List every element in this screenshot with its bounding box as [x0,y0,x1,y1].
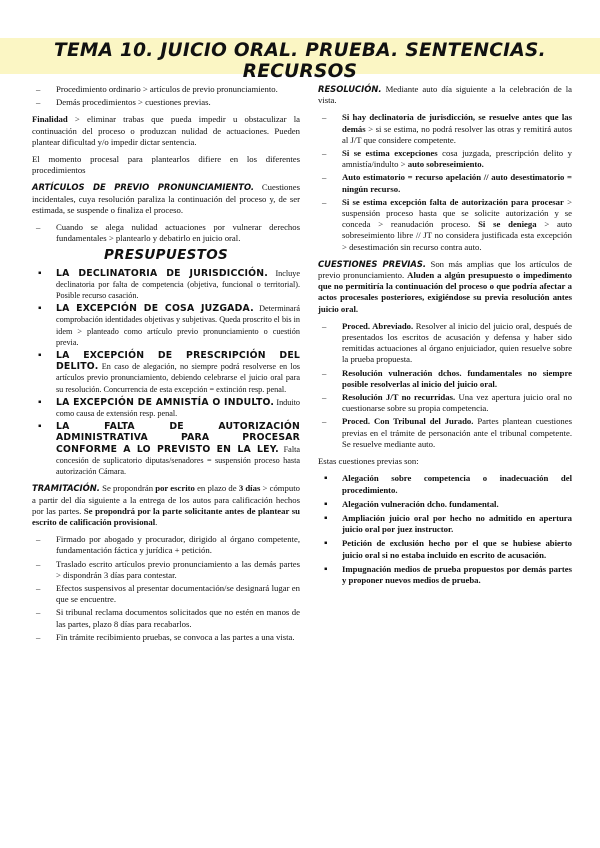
bold-span: Resolución J/T no recurridas. [342,392,456,403]
list-item [318,538,572,560]
bold-span: Se propondrá por la parte solicitante antes de plantear su escrito de calificación provisional [32,505,300,527]
bold-span: 3 días [238,483,261,494]
presupuesto-text: Induito como causa de extensión resp. penal. [56,397,300,419]
text-span: Partes plantean cuestiones previas en el trámite de personación ante el tribunal competente. Se resuelve mediante auto. [342,416,572,449]
articulos-list [32,222,300,244]
text-span: Una vez apertura juicio oral no cuestionarse sobre su propia competencia. [342,392,572,414]
intro-list [32,84,300,108]
list-item [318,112,572,146]
bold-span: Si hay declinatoria de jurisdicción, se resuelve antes que las demás [342,112,572,134]
list-item [318,321,572,366]
articulos-heading: ARTÍCULOS DE PREVIO PRONUNCIAMIENTO. [32,182,255,193]
list-item [318,473,572,495]
list-item [318,564,572,586]
bold-span: Alegación sobre competencia o inadecuación del procedimiento. [342,473,572,495]
resolucion-heading: RESOLUCIÓN. [318,84,382,94]
text-span: Son más amplias que los artículos de previo pronunciamiento. [318,258,572,281]
presupuesto-item [32,350,300,395]
list-item [318,148,572,170]
text-span: > cómputo a partir del día siguiente a la entrega de los autos para calificación hechos por las partes. [32,483,300,516]
articulos-paragraph [32,182,300,216]
list-item: – Cuando se alega nulidad actuaciones por vulnerar derechos fundamentales > plantearlo y debatirlo en juicio oral. [32,222,300,244]
presupuesto-item [32,421,300,477]
page-title: TEMA 10. JUICIO ORAL. PRUEBA. SENTENCIAS. RECURSOS [54,40,546,82]
cuestiones-list [318,321,572,450]
bold-span: Si se estima excepciones [342,148,438,159]
list-item [318,197,572,253]
bold-span: auto sobreseimiento. [407,159,484,170]
text-span: Se propondrán [99,483,156,494]
list-item: – Firmado por abogado y procurador, dirigido al órgano competente, fundamentación fáctica y jurídica + petición. [32,534,300,556]
presupuesto-title: LA EXCEPCIÓN DE COSA JUZGADA. [56,303,254,315]
bold-span: Proced. Abreviado. [342,320,414,331]
presupuesto-title: LA EXCEPCIÓN DE PRESCRIPCIÓN DEL DELITO. [56,350,300,373]
bold-span: Si se deniega [478,219,537,230]
cuestiones-paragraph [318,259,572,315]
presupuestos-list [32,268,300,478]
estas-paragraph: Estas cuestiones previas son: [318,456,419,467]
left-column [32,84,300,649]
list-item [318,513,572,535]
right-column [318,84,572,592]
bold-span: Auto estimatorio = recurso apelación // auto desestimatorio = ningún recurso. [342,172,572,194]
text-span: en plazo de [194,483,239,494]
list-item: – Procedimiento ordinario > artículos de previo pronunciamiento. [32,84,300,95]
articulos-text: Cuestiones incidentales, cuya resolución paraliza la continuación del proceso y, de ser estimada, se suspende o finaliza el proceso. [32,182,300,215]
bold-span: Alegación vulneración dcho. fundamental. [342,498,499,509]
tramitacion-heading: TRAMITACIÓN. [32,483,100,494]
bold-span: por escrito [155,483,195,494]
text-span: > auto sobreseimiento libre // JT no considera justificada esta excepción > desestimación sin recurso contra auto. [342,219,573,252]
list-item: – Demás procedimientos > cuestiones previas. [32,97,300,108]
presupuesto-item [32,268,300,302]
resolucion-paragraph [318,84,572,106]
presupuesto-item [32,397,300,419]
list-item: – Si tribunal reclama documentos solicitados que no estén en manos de las partes, plazo 8 días para recabarlos. [32,607,300,629]
finalidad-label: Finalidad [32,114,68,125]
presupuesto-title: LA DECLINATORIA DE JURISDICCIÓN. [56,267,268,279]
list-item: – Fin trámite recibimiento pruebas, se convoca a las partes a una vista. [32,632,300,643]
list-item [318,499,572,510]
text-span: Resolver al inicio del juicio oral, después de presentados los escritos de acusación y defensa y haber sido remitidas actuaciones al órgano enjuiciador, quien resuelve sobre la prueba propuesta. [342,320,572,365]
list-item [318,416,572,450]
tramitacion-paragraph [32,483,300,528]
bold-span: Proced. Con Tribunal del Jurado. [342,416,474,427]
text-span: > si se estima, no podrá resolver las otras y remitirá autos al J/T que considere competente. [342,123,572,145]
list-item [318,392,572,414]
presupuestos-heading: PRESUPUESTOS [103,247,228,264]
text-span: . [155,516,158,527]
bold-span: Impugnación medios de prueba propuestos por demás partes y proponer nuevos medios de prueba. [342,563,572,585]
list-item [318,368,572,390]
presupuesto-text: Falta concesión de suplicatorio diputas/senadores = suspensión proceso hasta autorización Cámara. [56,444,301,477]
presupuesto-title: LA FALTA DE AUTORIZACIÓN ADMINISTRATIVA PARA PROCESAR CONFORME A LO PREVISTO EN LA LEY. [56,421,300,455]
text-span: > suspensión proceso hasta que se solicite autorización y se conceda > reanudación proceso. [342,196,572,230]
resolucion-text: Mediante auto día siguiente a la celebración de la vista. [318,84,572,106]
presupuesto-title: LA EXCEPCIÓN DE AMNISTÍA O INDULTO. [56,396,275,408]
finalidad-text: > eliminar trabas que pueda impedir u obstaculizar la continuación del proceso o produzcan nulidad de actuaciones. Pueden plantear dificultad y/o impedir dictar sentencia. [32,114,300,147]
presupuesto-text: Incluye declinatoria por falta de competencia (objetiva, funcional o territorial). Posible recurso casación. [56,268,300,301]
cuestiones-heading: CUESTIONES PREVIAS. [318,258,427,269]
finalidad-paragraph [32,114,300,148]
text-span: cosa juzgada, prescripción delito y amnistía/indulto > [342,148,573,170]
presupuesto-item [32,303,300,348]
bold-span: Petición de exclusión hecho por el que se hubiese abierto juicio oral si no estaba incluido en escrito de acusación. [342,538,572,560]
bold-span: Ampliación juicio oral por hecho no admitido en apertura juicio oral por juez instructor. [342,512,572,535]
bold-span: Resolución vulneración dchos. fundamentales no siempre posible resolverlas al inicio del juicio oral. [342,367,572,389]
bold-span: Si se estima excepción falta de autorización para procesar [342,196,564,207]
list-item [318,172,572,194]
estas-list [318,473,572,586]
momento-paragraph: El momento procesal para plantearlos difiere en los diferentes procedimientos [32,154,300,176]
presupuesto-text: Determinará comprobación identidades objetivas y subjetivas. Queda proscrito el bis in idem > planteado como artículo previo pronunciamiento o cuestión previa. [56,304,300,347]
list-item: – Efectos suspensivos al presentar documentación/se designará lugar en que se encuentre. [32,583,300,605]
resolucion-list [318,112,572,252]
tramitacion-list [32,534,300,643]
bold-span: Aluden a algún presupuesto o impedimento que no permitiría la continuación del proceso o que podría afectar a actos procesales posteriores, exigiéndose su previa resolución antes juicio oral. [318,270,572,314]
list-item: – Traslado escrito artículos previo pronunciamiento a las demás partes > dispondrán 3 días para contestar. [32,559,300,581]
presupuesto-text: En caso de alegación, no siempre podrá resolverse en los artículos previo pronunciamiento, debiendo celebrarse el juicio oral para su resolución. Concurrencia de esta excepción = extinción resp. penal. [56,362,300,394]
